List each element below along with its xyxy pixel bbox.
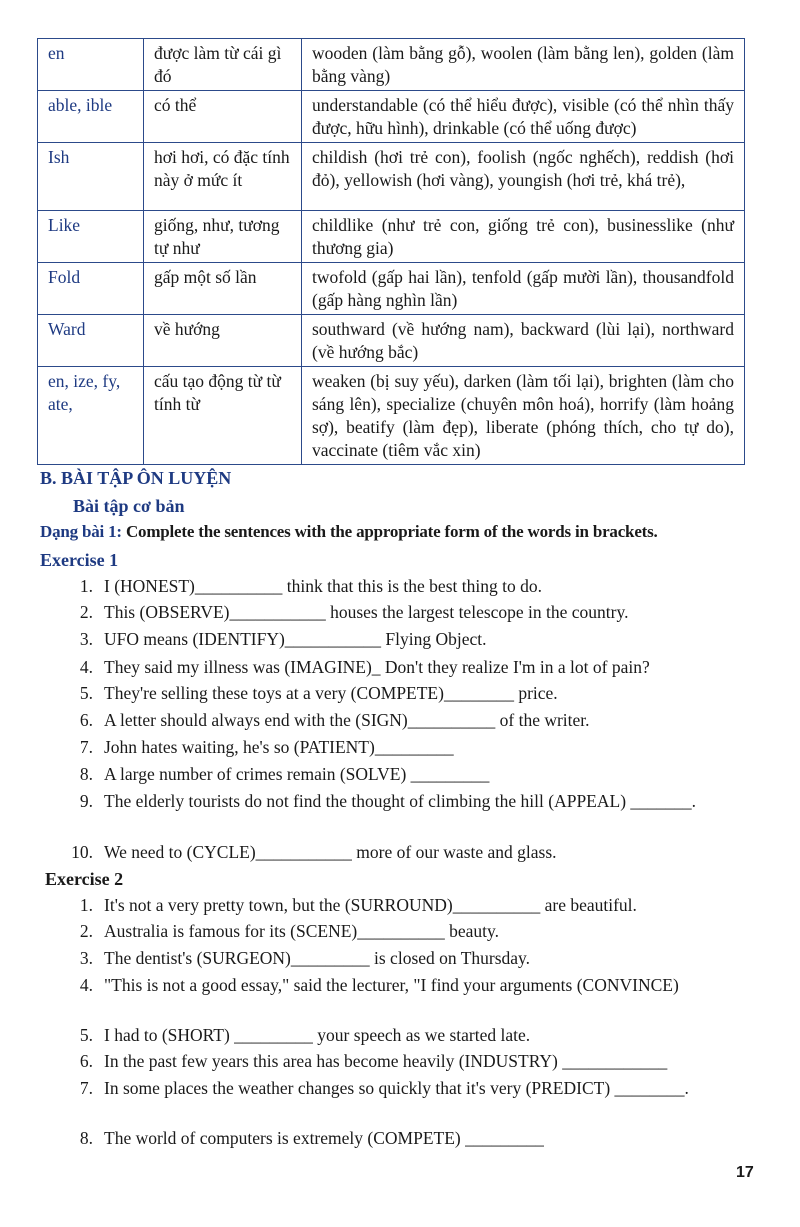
item-text: A letter should always end with the (SIGN)__________ of the writer. [104,710,590,730]
meaning-cell-text: giống, như, tương tự như [154,215,280,258]
exercise1-item [58,735,755,760]
suffix-cell [38,367,144,465]
suffix-cell [38,315,144,367]
task-text: Complete the sentences with the appropriate form of the words in brackets. [125,522,658,541]
meaning-cell-text: được làm từ cái gì đó [154,43,282,86]
item-number: 10. [71,842,93,862]
meaning-cell-text: có thể [154,95,197,115]
meaning-cell [144,143,302,211]
suffix-cell-text: Ish [48,147,70,167]
item-number: 7. [79,737,93,757]
examples-cell-text: childlike (như trẻ con, giống trẻ con), businesslike (như thương gia) [312,215,734,258]
item-text: I had to (SHORT) _________ your speech as we started late. [104,1025,531,1045]
exercise2-item [58,1023,755,1048]
suffix-cell-text: en [48,43,65,63]
suffix-row [38,143,745,211]
examples-cell-text: childish (hơi trẻ con), foolish (ngốc nghếch), reddish (hơi đỏ), yellowish (hơi vàng), youngish (hơi trẻ, khá trẻ), [312,147,734,190]
examples-cell-text: wooden (làm bằng gỗ), woolen (làm bằng len), golden (làm bằng vàng) [312,43,734,86]
examples-cell-text: understandable (có thể hiểu được), visible (có thể nhìn thấy được, hữu hình), drinkable (có thể uống được) [312,95,734,138]
item-number: 4. [79,657,93,677]
exercise1-item [58,627,755,652]
subsection-title: Bài tập cơ bản [73,496,185,516]
section-title: B. BÀI TẬP ÔN LUYỆN [40,468,232,488]
item-number: 7. [79,1078,93,1098]
page-number: 17 [736,1164,754,1181]
exercise1-item [58,600,755,625]
suffix-cell-text: Like [48,215,81,235]
suffix-cell [38,143,144,211]
suffix-cell-text: Ward [48,319,86,339]
meaning-cell [144,263,302,315]
examples-cell [302,315,745,367]
suffix-cell [38,211,144,263]
item-text: "This is not a good essay," said the lecturer, "I find your arguments (CONVINCE) [104,975,679,995]
suffix-row [38,263,745,315]
suffix-row [38,39,745,91]
exercise2-item [58,1076,755,1101]
suffix-cell [38,39,144,91]
exercise1-item [58,789,755,814]
exercise1-item [58,681,755,706]
exercise1-item [58,655,755,680]
item-text: I (HONEST)__________ think that this is the best thing to do. [104,576,542,596]
exercise2-item [58,973,755,998]
meaning-cell [144,39,302,91]
exercise2-title: Exercise 2 [45,869,124,889]
item-number: 3. [79,948,93,968]
item-text: John hates waiting, he's so (PATIENT)_________ [104,737,454,757]
item-text: We need to (CYCLE)___________ more of our waste and glass. [104,842,557,862]
examples-cell [302,143,745,211]
exercise2-item [58,893,755,918]
suffix-cell [38,263,144,315]
item-text: They're selling these toys at a very (COMPETE)________ price. [104,683,558,703]
item-text: The world of computers is extremely (COMPETE) _________ [104,1128,544,1148]
exercise1-item [58,762,755,787]
suffix-row [38,91,745,143]
item-number: 1. [79,576,93,596]
examples-cell [302,263,745,315]
exercise1-item [58,708,755,733]
exercise2-item [58,946,755,971]
examples-cell [302,39,745,91]
item-number: 5. [79,1025,93,1045]
suffix-cell-text: Fold [48,267,81,287]
suffix-table [37,38,745,465]
exercise2-item [58,919,755,944]
suffix-cell [38,91,144,143]
item-number: 9. [79,791,93,811]
item-text: In the past few years this area has become heavily (INDUSTRY) ____________ [104,1051,668,1071]
meaning-cell-text: gấp một số lần [154,267,257,287]
item-text: UFO means (IDENTIFY)___________ Flying Object. [104,629,487,649]
meaning-cell-text: hơi hơi, có đặc tính này ở mức ít [154,147,290,190]
item-number: 2. [79,602,93,622]
meaning-cell [144,211,302,263]
meaning-cell [144,315,302,367]
meaning-cell [144,367,302,465]
item-number: 4. [79,975,93,995]
examples-cell-text: southward (về hướng nam), backward (lùi lại), northward (về hướng bắc) [312,319,734,362]
item-text: They said my illness was (IMAGINE)_ Don't they realize I'm in a lot of pain? [104,657,650,677]
examples-cell [302,211,745,263]
item-text: The dentist's (SURGEON)_________ is closed on Thursday. [104,948,531,968]
examples-cell [302,367,745,465]
item-text: Australia is famous for its (SCENE)__________ beauty. [104,921,499,941]
item-number: 6. [79,1051,93,1071]
item-text: In some places the weather changes so quickly that it's very (PREDICT) ________. [104,1078,689,1098]
meaning-cell [144,91,302,143]
examples-cell [302,91,745,143]
task-instruction [40,522,658,542]
exercise2-item [58,1126,755,1151]
item-number: 3. [79,629,93,649]
item-text: A large number of crimes remain (SOLVE) _________ [104,764,490,784]
item-number: 6. [79,710,93,730]
task-label: Dạng bài 1: [40,522,122,541]
item-text: It's not a very pretty town, but the (SURROUND)__________ are beautiful. [104,895,637,915]
item-text: The elderly tourists do not find the thought of climbing the hill (APPEAL) _______. [104,791,697,811]
suffix-row [38,211,745,263]
item-number: 1. [79,895,93,915]
suffix-row [38,367,745,465]
item-number: 2. [79,921,93,941]
suffix-row [38,315,745,367]
item-number: 8. [79,764,93,784]
item-number: 5. [79,683,93,703]
exercise2-item [58,1049,755,1074]
examples-cell-text: weaken (bị suy yếu), darken (làm tối lại), brighten (làm cho sáng lên), specialize (chuyên môn hoá), horrify (làm hoảng sợ), beatify (làm đẹp), liberate (phóng thích, cho tự do), vaccinate (tiêm vắc xin) [312,371,734,460]
meaning-cell-text: cấu tạo động từ từ tính từ [154,371,281,414]
examples-cell-text: twofold (gấp hai lần), tenfold (gấp mười lần), thousandfold (gấp hàng nghìn lần) [312,267,734,310]
exercise1-item [58,574,755,599]
suffix-cell-text: able, ible [48,95,113,115]
item-text: This (OBSERVE)___________ houses the largest telescope in the country. [104,602,629,622]
item-number: 8. [79,1128,93,1148]
suffix-cell-text: en, ize, fy, ate, [48,371,121,414]
exercise1-title: Exercise 1 [40,550,119,570]
exercise1-item [58,840,755,865]
meaning-cell-text: về hướng [154,319,220,339]
